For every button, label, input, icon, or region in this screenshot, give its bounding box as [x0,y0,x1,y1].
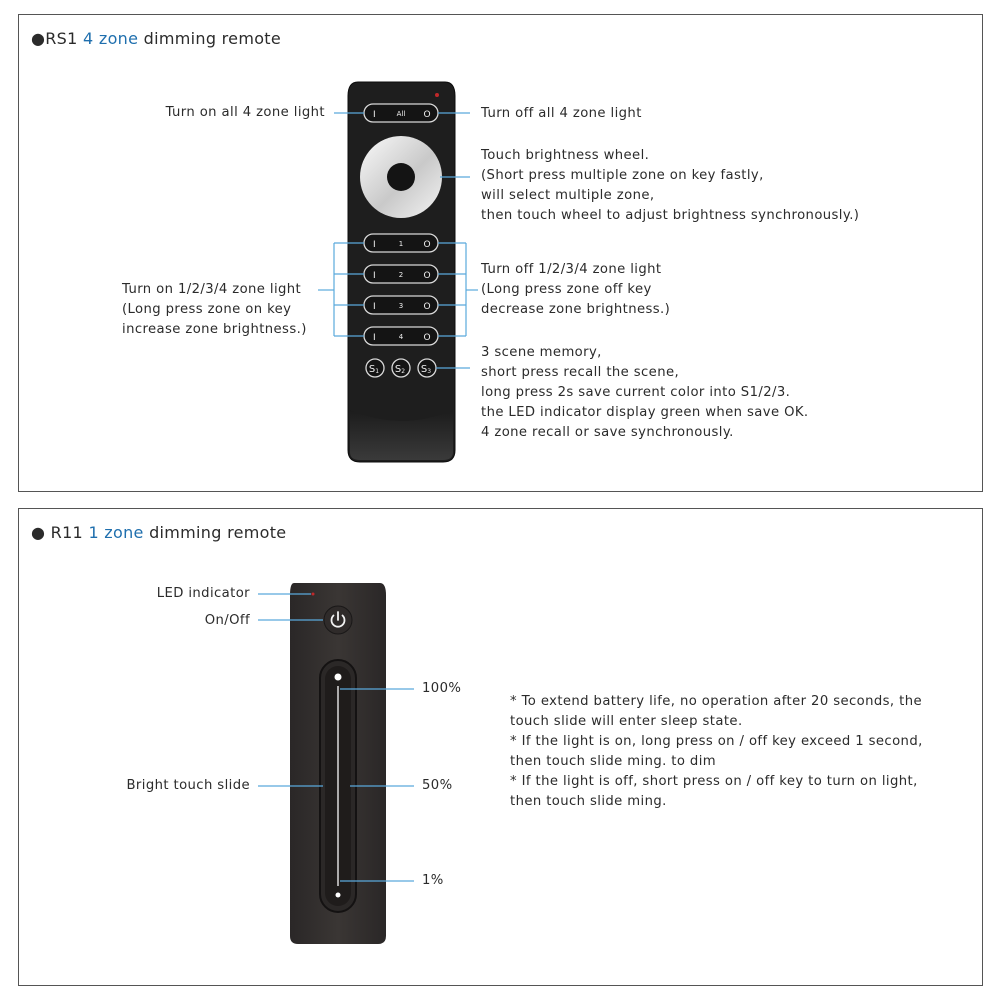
zone-key-label: 2 [398,271,404,279]
note-line: then touch slide ming. [510,794,667,809]
zone-off-line: decrease zone brightness.) [481,302,671,317]
rs1-title-rest: dimming remote [143,29,282,48]
rs1-remote [348,82,455,462]
wheel-line: (Short press multiple zone on key fastly, [481,168,764,183]
zone-3-key[interactable] [364,296,438,314]
scene-line: the LED indicator display green when save OK. [481,405,809,420]
on-symbol: I [373,302,376,312]
off-symbol: O [423,302,431,312]
scene-line: 4 zone recall or save synchronously. [481,425,734,440]
note-line: * To extend battery life, no operation after 20 seconds, the [510,694,922,709]
r11-remote [290,583,386,944]
off-symbol: O [423,240,431,250]
power-button[interactable] [324,606,352,634]
zone-key-label: 1 [398,240,404,248]
scene-line: short press recall the scene, [481,365,680,380]
r11-zone-count: 1 zone [88,523,144,542]
slider-top-dot [335,674,342,681]
bullet: ● [31,523,46,542]
scene-s2-key[interactable] [392,359,410,377]
scene-key-letter: S [420,364,428,375]
rs1-led-indicator [435,93,439,97]
scene-s1-key[interactable] [366,359,384,377]
label-zone-on [122,280,307,340]
label-on-off: On/Off [204,613,250,628]
scene-key-number: 3 [427,368,432,375]
scene-line: 3 scene memory, [481,345,602,360]
on-symbol: I [373,240,376,250]
label-turn-on-all: Turn on all 4 zone light [165,105,325,120]
zone-key-label: 3 [398,302,404,310]
all-zone-key[interactable] [364,104,438,122]
on-symbol: I [373,110,376,120]
note-line: * If the light is off, short press on / off key to turn on light, [510,774,918,789]
r11-model-name: R11 [50,523,84,542]
r11-title-rest: dimming remote [149,523,287,542]
r11-led-indicator [312,593,315,596]
note-line: then touch slide ming. to dim [510,754,716,769]
label-led-indicator: LED indicator [156,586,250,601]
all-key-label: All [396,110,406,118]
label-zone-off [481,260,670,320]
off-symbol: O [423,271,431,281]
zone-on-line: (Long press zone on key [122,302,292,317]
label-100-percent: 100% [422,681,462,696]
scene-key-number: 2 [401,368,406,375]
zone-2-key[interactable] [364,265,438,283]
zone-off-line: Turn off 1/2/3/4 zone light [481,262,662,277]
on-symbol: I [373,271,376,281]
zone-4-key[interactable] [364,327,438,345]
label-turn-off-all: Turn off all 4 zone light [481,106,642,121]
wheel-line: will select multiple zone, [481,188,655,203]
scene-key-letter: S [394,364,402,375]
r11-notes [510,692,923,812]
off-symbol: O [423,333,431,343]
scene-s3-key[interactable] [418,359,436,377]
label-bright-touch-slide: Bright touch slide [126,778,250,793]
scene-line: long press 2s save current color into S1/2/3. [481,385,791,400]
zone-1-key[interactable] [364,234,438,252]
label-scene [481,343,809,443]
slider-bottom-dot [336,893,341,898]
scene-key-number: 1 [375,368,380,375]
note-line: touch slide will enter sleep state. [510,714,743,729]
rs1-zone-count: 4 zone [83,29,139,48]
wheel-line: then touch wheel to adjust brightness synchronously.) [481,208,860,223]
brightness-wheel[interactable] [360,136,442,218]
label-50-percent: 50% [422,778,453,793]
rs1-model-name: RS1 [45,29,78,48]
zone-off-line: (Long press zone off key [481,282,652,297]
off-symbol: O [423,110,431,120]
scene-key-letter: S [368,364,376,375]
note-line: * If the light is on, long press on / off key exceed 1 second, [510,734,923,749]
zone-key-label: 4 [398,333,404,341]
bullet: ● [31,29,46,48]
zone-on-line: Turn on 1/2/3/4 zone light [122,282,302,297]
wheel-line: Touch brightness wheel. [481,148,650,163]
zone-on-line: increase zone brightness.) [122,322,307,337]
label-1-percent: 1% [422,873,444,888]
on-symbol: I [373,333,376,343]
wheel-center [387,163,415,191]
label-wheel [481,146,859,226]
